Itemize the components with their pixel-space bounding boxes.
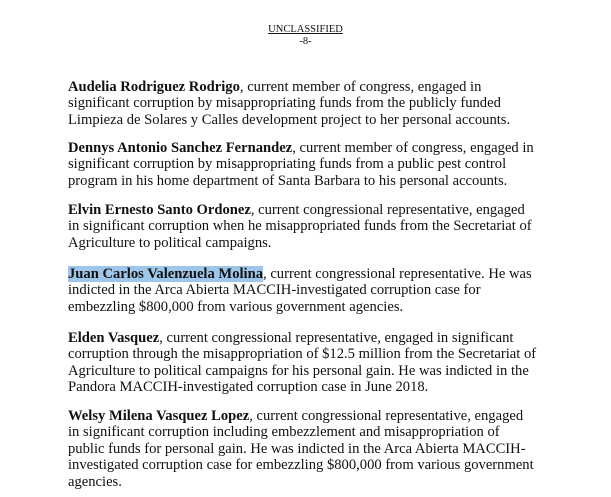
designation-entry bbox=[68, 408, 538, 490]
person-name: Dennys Antonio Sanchez Fernandez bbox=[68, 140, 293, 156]
designation-entry bbox=[68, 202, 538, 251]
page-number: -8- bbox=[299, 36, 312, 47]
person-name: Audelia Rodriguez Rodrigo bbox=[68, 79, 240, 95]
designation-entry bbox=[68, 266, 538, 315]
classification-marking: UNCLASSIFIED bbox=[268, 24, 343, 35]
entry-description: , current member of congress, engaged in significant corruption by misappropriating funds from the publicly funded Limpieza de Solares y Calles development project to her personal accounts. bbox=[68, 79, 511, 128]
entry-description: , current congressional representative, engaged in significant corruption through the misappropriation of $12.5 million from the Secretariat of Agriculture to political campaigns for his personal gain. He was indicted in the Pandora MACCIH-investigated corruption case in June 2018. bbox=[68, 330, 537, 396]
entry-description: , current member of congress, engaged in significant corruption by misappropriating funds from a public pest control program in his home department of Santa Barbara to his personal accounts. bbox=[68, 140, 534, 189]
designation-entry bbox=[68, 140, 538, 189]
entry-description: , current congressional representative, engaged in significant corruption when he misappropriated funds from the Secretariat of Agriculture to political campaigns. bbox=[68, 202, 532, 251]
person-name: Elvin Ernesto Santo Ordonez bbox=[68, 202, 251, 218]
entry-description: , current congressional representative. He was indicted in the Arca Abierta MACCIH-investigated corruption case for embezzling $800,000 from various government agencies. bbox=[68, 266, 532, 315]
entry-description: , current congressional representative, engaged in significant corruption including embezzlement and misappropriation of public funds for personal gain. He was indicted in the Arca Abierta MACCIH-investigated corruption case for embezzling $800,000 from various government agencies. bbox=[68, 408, 534, 490]
person-name: Welsy Milena Vasquez Lopez bbox=[68, 408, 250, 424]
person-name-highlighted[interactable]: Juan Carlos Valenzuela Molina bbox=[68, 266, 264, 282]
designation-entry bbox=[68, 330, 538, 396]
person-name: Elden Vasquez bbox=[68, 330, 160, 346]
designation-entry bbox=[68, 79, 538, 128]
